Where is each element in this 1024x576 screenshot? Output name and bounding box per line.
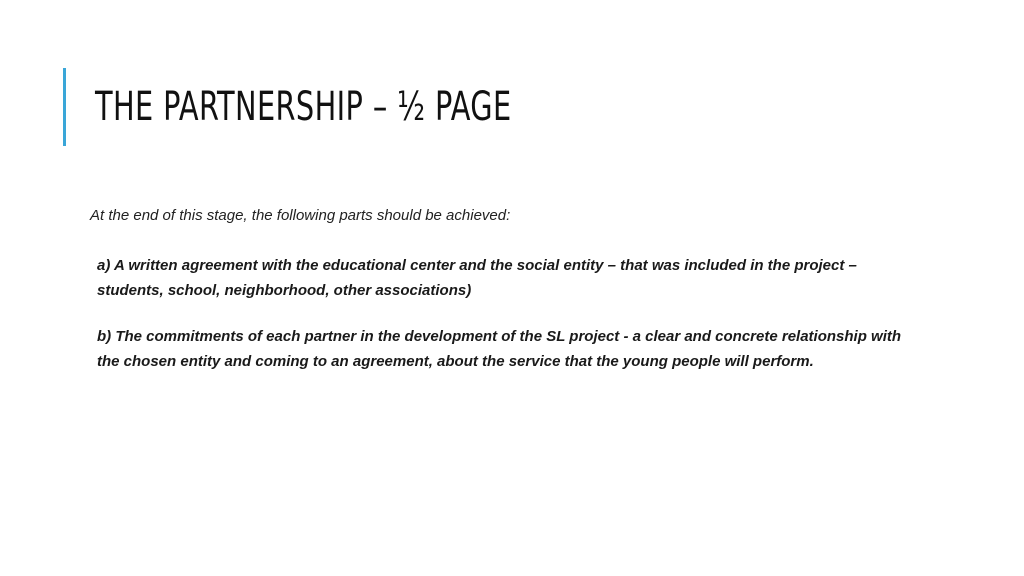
point-b-text: b) The commitments of each partner in the development of the SL project - a clear and concrete relationship with the chosen entity and coming to an agreement, about the service that the young people will perform. — [97, 328, 902, 370]
intro-text: At the end of this stage, the following parts should be achieved: — [90, 207, 511, 224]
title-accent-bar — [63, 68, 66, 146]
point-a-text: a) A written agreement with the educational center and the social entity – that was included in the project – students, school, neighborhood, other associations) — [97, 257, 857, 299]
slide-title: THE PARTNERSHIP – ½ PAGE — [95, 84, 512, 130]
